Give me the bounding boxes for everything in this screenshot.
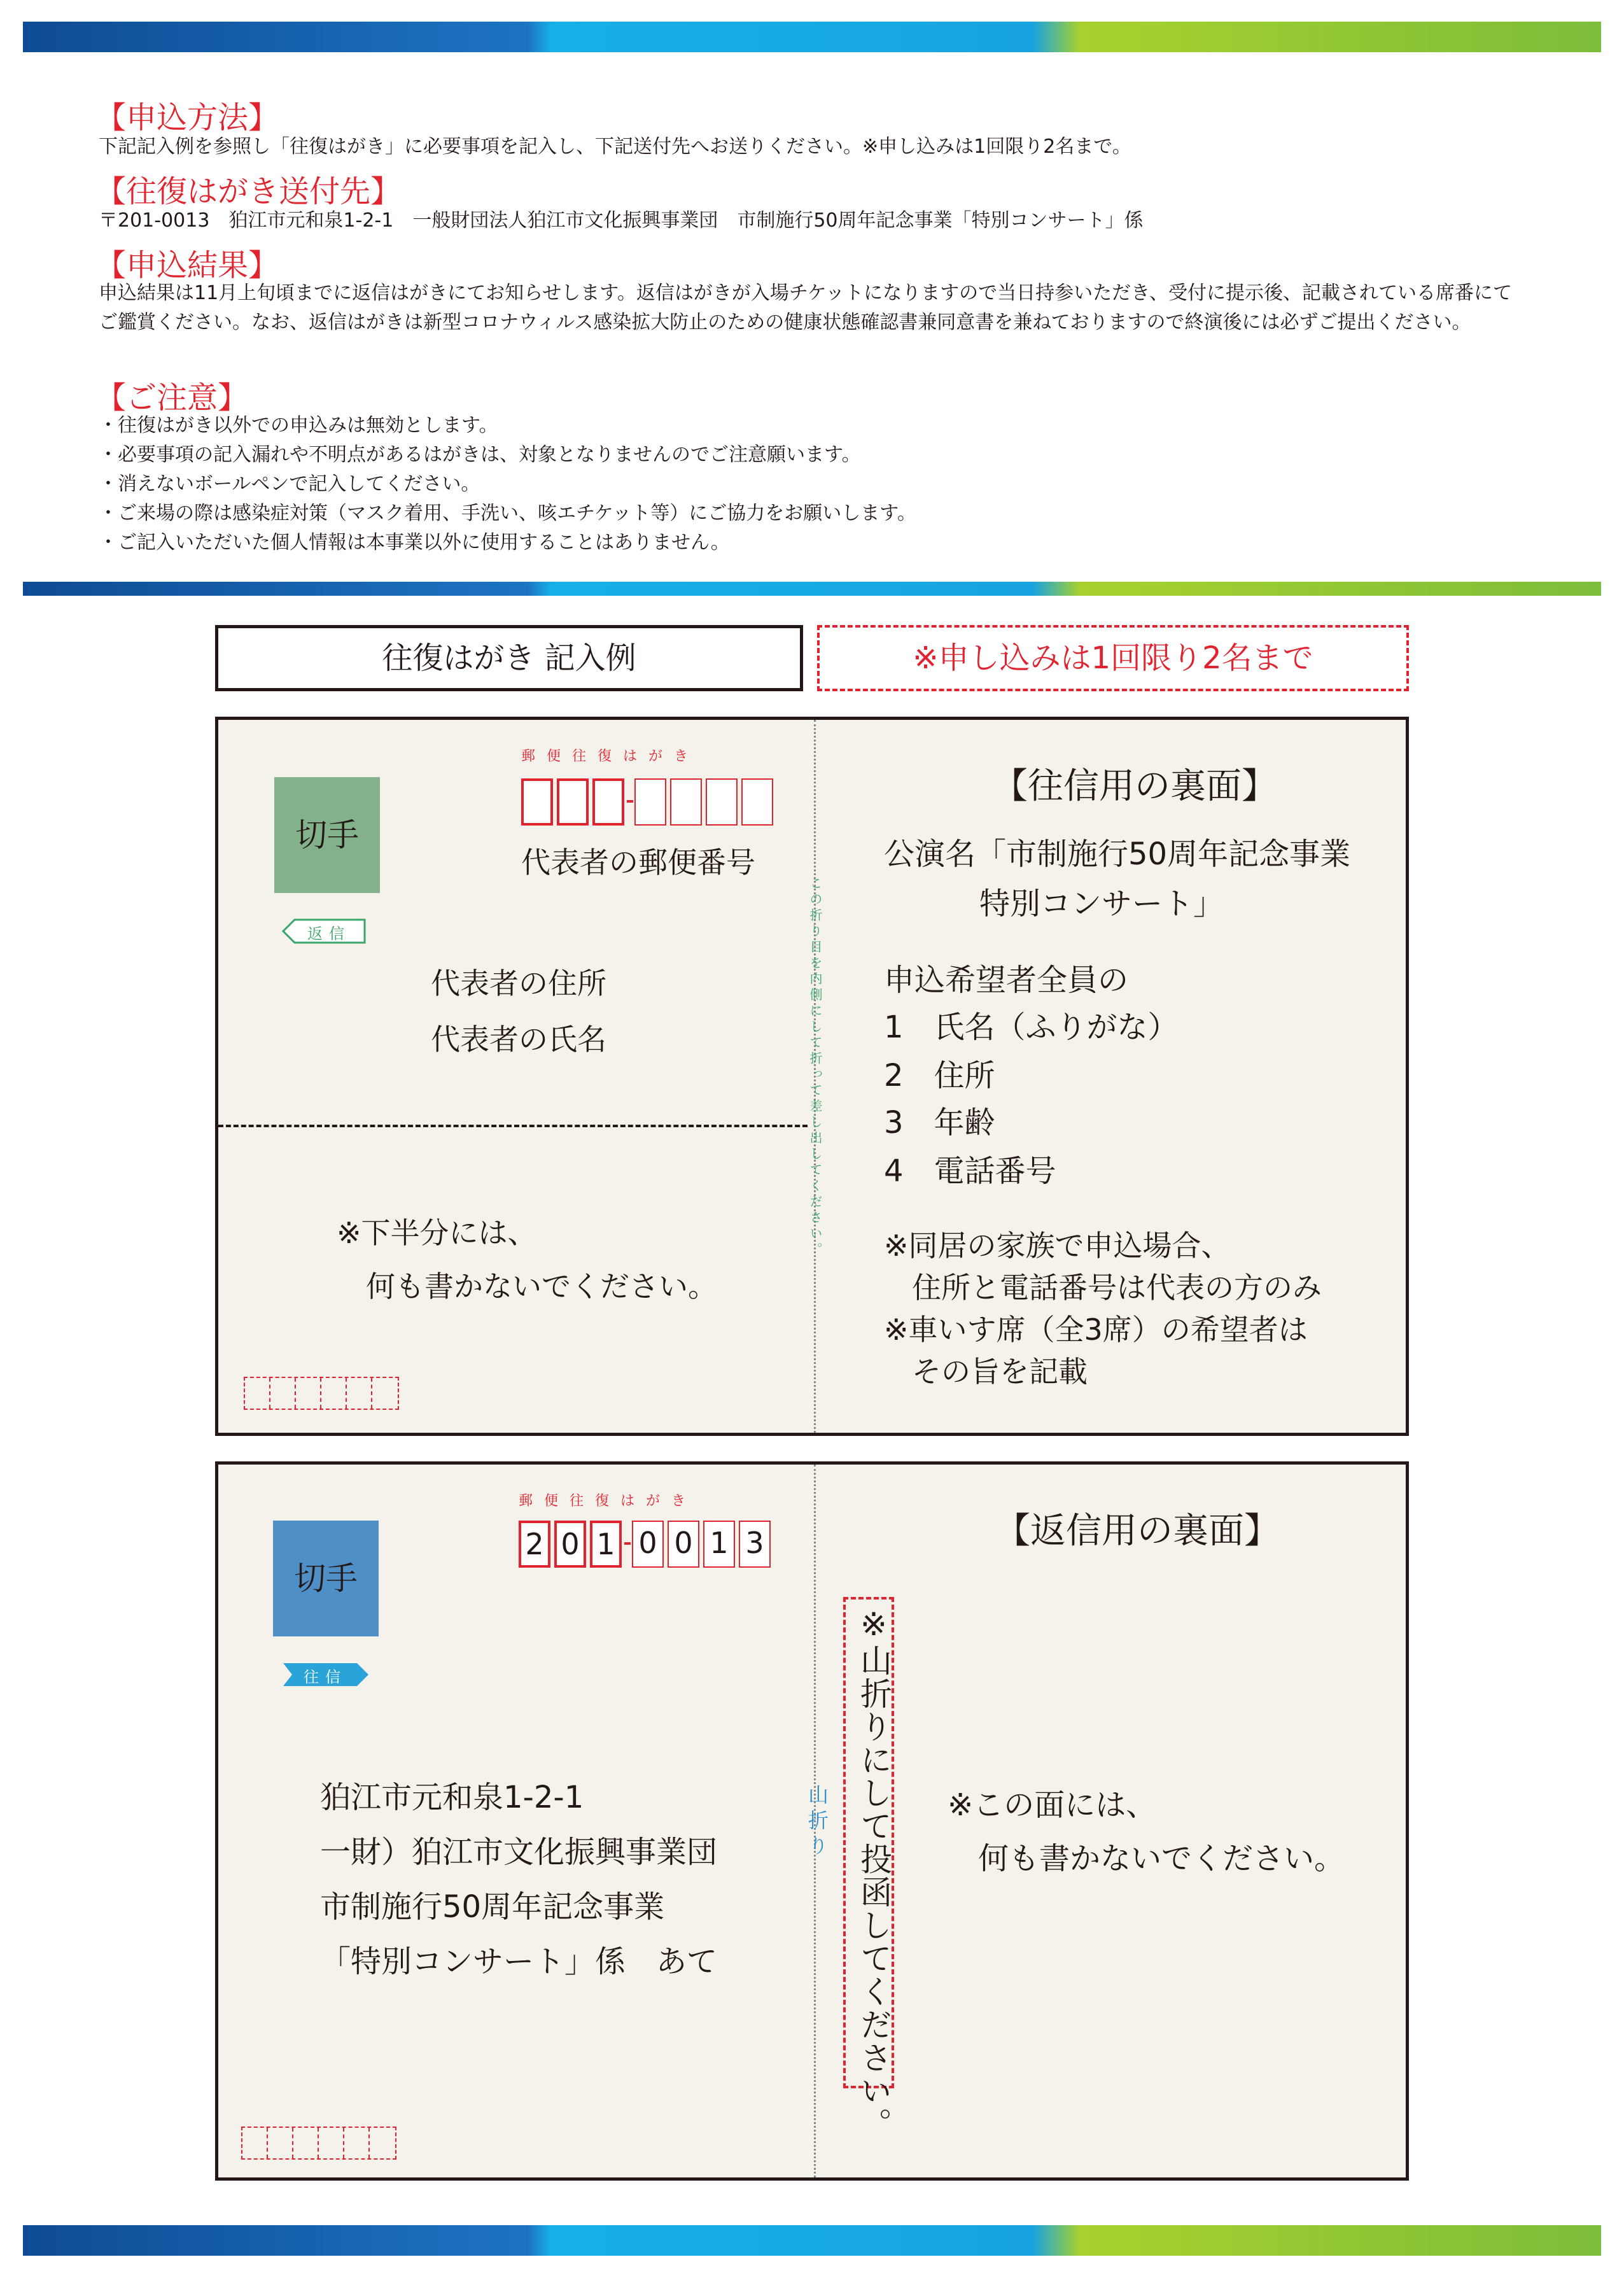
postal-digit: 0 [668,1521,699,1568]
fold-instruction: この折り目を内側にして折って差し出してください。 [808,876,823,1258]
postal-box [634,778,666,826]
postal-box [670,778,702,826]
postcard-label: 郵便往復はがき [519,1493,697,1509]
serial-box-group [241,2127,396,2160]
postal-digit: 2 [519,1521,550,1568]
performance-name: 公演名「市制施行50周年記念事業 [884,836,1351,872]
postal-box [557,778,589,826]
return-tag-label: 返信 [307,925,351,943]
field-item: 2 住所 [884,1058,995,1093]
address-text: 〒201-0013 狛江市元和泉1-2-1 一般財団法人狛江市文化振興事業団 市制施行50周年記念事業「特別コンサート」係 [99,209,1144,232]
postal-hyphen [627,800,633,803]
destination-recipient: 「特別コンサート」係 あて [320,1944,718,1979]
outgoing-tag [282,1662,370,1687]
top-color-stripe [23,22,1601,52]
notes-title: 【ご注意】 [95,380,249,416]
postal-box [741,778,773,826]
lower-half-note: ※下半分には、 [337,1216,537,1250]
applicants-heading: 申込希望者全員の [884,962,1129,998]
result-title: 【申込結果】 [95,248,279,283]
family-note-cont: 住所と電話番号は代表の方のみ [912,1270,1322,1305]
destination-organization: 一財）狛江市文化振興事業団 [320,1834,718,1870]
rep-name-label: 代表者の氏名 [431,1022,606,1057]
reply-back-title: 【返信用の裏面】 [995,1510,1280,1552]
field-item: 1 氏名（ふりがな） [884,1009,1179,1045]
serial-box-group [244,1377,399,1410]
postal-digit: 1 [703,1521,735,1568]
middle-color-stripe [23,582,1601,596]
family-note: ※同居の家族で申込場合、 [884,1228,1231,1263]
fold-instruction: ※山折りにして投函してください。 [855,1606,892,2141]
postal-box [706,778,738,826]
postal-digit: 0 [632,1521,664,1568]
notes-item: ・往復はがき以外での申込みは無効とします。 [99,414,498,437]
field-item: 4 電話番号 [884,1153,1056,1189]
postal-digit: 1 [590,1521,622,1568]
example-title-box: 往復はがき 記入例 [215,625,803,691]
postal-digit: 3 [739,1521,771,1568]
notes-item: ・消えないボールペンで記入してください。 [99,473,480,495]
outgoing-back-title: 【往信用の裏面】 [992,766,1277,807]
destination-address: 狛江市元和泉1-2-1 [320,1780,584,1815]
fold-instruction-box [843,1597,894,2141]
postal-box [521,778,553,826]
blank-side-note-cont: 何も書かないでください。 [978,1841,1345,1876]
outgoing-tag-label: 往信 [304,1668,347,1686]
method-title: 【申込方法】 [95,100,279,136]
postal-code-label: 代表者の郵便番号 [521,845,755,880]
address-title: 【往復はがき送付先】 [95,174,402,209]
postcard-label: 郵便往復はがき [521,749,700,764]
half-divider [218,1125,808,1127]
bottom-color-stripe [23,2225,1601,2256]
result-text: 申込結果は11月上旬頃までに返信はがきにてお知らせします。返信はがきが入場チケットになりますので当日持参いただき、受付に提示後、記載されている席番にてご鑑賞ください。なお、返信はがきは新型コロナウィルス感染拡大防止のための健康状態確認書兼同意書を兼ねておりますので終演後には必ずご提出ください。 [99,282,1512,334]
destination-project: 市制施行50周年記念事業 [320,1889,665,1925]
notes-list [99,411,1530,558]
notes-item: ・ご記入いただいた個人情報は本事業以外に使用することはありません。 [99,531,730,554]
rep-address-label: 代表者の住所 [431,966,606,1001]
postal-digit: 0 [554,1521,586,1568]
postal-hyphen [624,1542,631,1545]
wheelchair-note: ※車いす席（全3席）の希望者は [884,1312,1308,1347]
field-item: 3 年齢 [884,1105,995,1141]
limit-note-box: ※申し込みは1回限り2名まで [817,625,1409,691]
notes-item: ・必要事項の記入漏れや不明点があるはがきは、対象となりませんのでご注意願います。 [99,444,861,466]
stamp-placeholder: 切手 [273,1521,379,1636]
postal-box [592,778,624,826]
notes-item: ・ご来場の際は感染症対策（マスク着用、手洗い、咳エチケット等）にご協力をお願いします。 [99,502,916,524]
wheelchair-note-cont: その旨を記載 [912,1354,1088,1389]
reply-card-example [215,1461,1409,2181]
blank-side-note: ※この面には、 [948,1787,1157,1823]
return-tag [282,918,366,944]
lower-half-note: 何も書かないでください。 [366,1269,717,1304]
method-text: 下記記入例を参照し「往復はがき」に必要事項を記入し、下記送付先へお送りください。※申し込みは1回限り2名まで。 [99,136,1131,158]
mountain-fold-label: 山折り [805,1784,829,1860]
stamp-placeholder: 切手 [274,777,380,893]
outgoing-card-example [215,717,1409,1436]
performance-name-cont: 特別コンサート」 [979,886,1224,922]
